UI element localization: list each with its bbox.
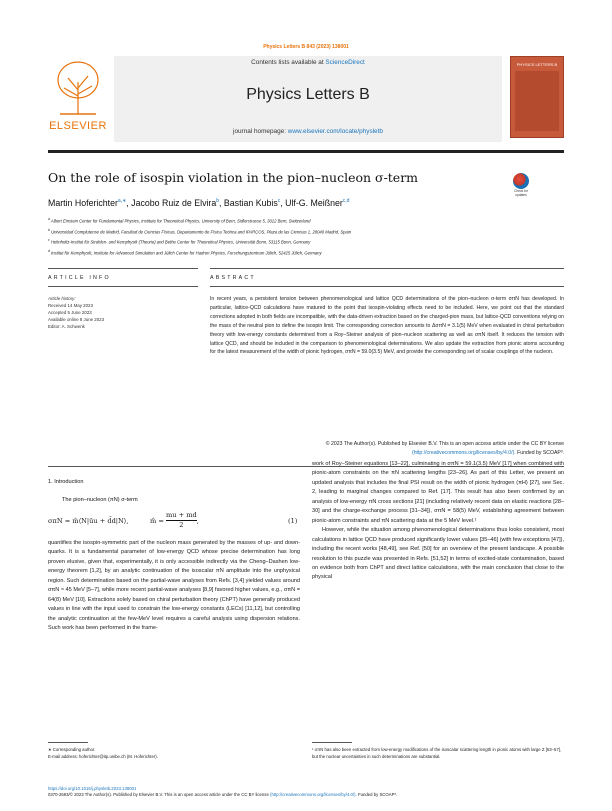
- elsevier-tree-icon: [54, 58, 102, 116]
- footnote-rule-right: [312, 742, 352, 743]
- affiliation-text: Albert Einstein Center for Fundamental Physics, Institute for Theoretical Physics, University of Bern, Sidlerstrasse 5, 3012 Bern, Switzerland: [50, 218, 311, 224]
- crossmark-icon: [513, 173, 529, 189]
- author-name[interactable]: Ulf-G. Meißner: [285, 198, 343, 208]
- affiliation-marker: a: [48, 217, 50, 221]
- body-paragraph: quantifies the isospin-symmetric part of the nucleon mass generated by the masses of up- and down-quarks. It is a fundamental parameter of low-energy QCD whose precise determination has long proven elusive, given that, experimentally, it is only accessible indirectly via the Cheng–Dashen low-energy theorem [1,2], by an analytic continuation of the isoscalar πN amplitude into the unphysical region. Such determination based on the partial-wave analyses from Refs. [3,4] yielded values around σπN ≈ 45 MeV [5–7], while more recent partial-wave analyses [8,9] favored higher values, e.g., σπN = 64(8) MeV [10]. Extractions solely based on chiral perturbation theory (ChPT) have generally produced values in line with the input used to constrain the low-energy constants (LECs) [11,12], but controlling the analytic continuation at the few-MeV level requires a careful analysis using dispersion relations. Such work has been performed in the frame-: [48, 539, 300, 631]
- accepted-date: Accepted 5 June 2023: [48, 310, 92, 316]
- affiliation-item: [48, 226, 564, 237]
- author-affil-marker[interactable]: b: [216, 198, 220, 205]
- section-heading: 1. Introduction: [48, 479, 84, 485]
- article-title: On the role of isospin violation in the pion–nucleon σ-term: [48, 170, 419, 185]
- equation-rhs: [150, 511, 199, 531]
- doi-link[interactable]: https://doi.org/10.1016/j.physletb.2023.138001: [48, 786, 137, 791]
- contents-line: [114, 59, 502, 66]
- footer-tail: Funded by SCOAP³.: [356, 792, 398, 798]
- abstract-subrule: [210, 286, 564, 287]
- issn-text: 0370-2693/© 2023 The Author(s). Published by Elsevier B.V. This is an open access article under the CC BY license: [48, 792, 269, 798]
- equation-fraction: [166, 511, 197, 531]
- issn-line: [48, 792, 564, 798]
- affiliation-text: Institut für Kernphysik, Institute for Advanced Simulation and Jülich Center for Hadron Physics, Forschungszentrum Jülich, 52425 Jülich, Germany: [51, 250, 322, 256]
- email-note[interactable]: E-mail address: hoferichter@itp.unibe.ch (M. Hoferichter).: [48, 754, 158, 759]
- body-paragraph: However, while the situation among phenomenological determinations thus looks consistent, most calculations in lattice QCD have produced significantly lower values [35–46] (with few exceptions [47]), including the recent works [48,49], see Ref. [50] for an overview of the present landscape. A possible resolution to this puzzle was presented in Refs. [51,52] in terms of excited-state contamination, based on evidence both from ChPT and direct lattice calculations, with the main conclusion that close to the physical: [312, 527, 564, 581]
- equation-rhs-left: m̂ =: [150, 516, 164, 525]
- homepage-line: [114, 128, 502, 135]
- affiliation-item: [48, 247, 564, 258]
- abstract-rule: [210, 268, 564, 269]
- abstract-heading: ABSTRACT: [210, 275, 256, 281]
- journal-title: Physics Letters B: [246, 86, 370, 103]
- left-column: [48, 478, 300, 633]
- right-column: [312, 460, 564, 583]
- editor: Editor: A. Schwenk: [48, 324, 85, 330]
- article-history: [48, 295, 198, 330]
- journal-citation-line[interactable]: Physics Letters B 843 (2023) 138001: [263, 44, 349, 50]
- cover-title: PHYSICS LETTERS B: [516, 62, 558, 67]
- header-divider: [48, 150, 564, 153]
- homepage-link[interactable]: www.elsevier.com/locate/physletb: [287, 128, 383, 135]
- copyright-text: © 2023 The Author(s). Published by Elsevier B.V. This is an open access article under the CC BY license: [325, 441, 564, 447]
- article-info-rule: [48, 268, 198, 269]
- affiliation-item: [48, 236, 564, 247]
- author-affil-marker[interactable]: c: [277, 198, 281, 205]
- contents-prefix: Contents lists available at: [251, 59, 326, 66]
- author-list: Martin Hoferichter$^{a,∗}$, Jacobo Ruiz de Elvira$^b$, Bastian Kubis$^c$, Ulf-G. Meißner$^{c,d}$: [48, 198, 350, 208]
- author-name[interactable]: Martin Hoferichter: [48, 198, 118, 208]
- affiliations: [48, 215, 564, 258]
- fraction-numerator: mu + md: [165, 510, 197, 519]
- cover-art: [515, 71, 559, 131]
- fraction-denominator: 2: [166, 520, 197, 530]
- article-info-subrule: [48, 286, 198, 287]
- author-name[interactable]: Bastian Kubis: [223, 198, 278, 208]
- equation-lhs: σπN = m̂⟨N|ūu + d̄d|N⟩,: [48, 516, 129, 525]
- publisher-name: ELSEVIER: [49, 120, 107, 132]
- affiliation-text: Universidad Complutense de Madrid, Facultad de Ciencias Físicas, Departamento de Física Teórica and IPARCOS, Plaza de las Ciencias 1, 28040 Madrid, Spain: [51, 229, 352, 235]
- corresponding-author-note: ∗ Corresponding author.: [48, 747, 96, 752]
- footer-license-link[interactable]: (http://creativecommons.org/licenses/by/4.0/).: [270, 792, 357, 798]
- body-paragraph: work of Roy–Steiner equations [13–22], culminating in σπN = 59.1(3.5) MeV [17] when combined with pionic-atom constraints on the πN scattering lengths [23–26]. As part of this Letter, we present an updated analysis that includes the final PSI result on the width of pionic hydrogen (πH) [27], see Sec. 2, leading to marginal changes compared to Ref. [17]. This result has also been confirmed by an analysis of low-energy πN cross sections [21] (including relatively recent data on elastic reactions [28–30] and the charge-exchange process [31–34]), σπN = 58(5) MeV, establishing agreement between pionic-atom constraints and πN scattering data at the 5 MeV level.¹: [312, 461, 564, 524]
- equation-number: (1): [288, 516, 298, 525]
- author-affil-marker[interactable]: c,d: [342, 198, 350, 205]
- received-date: Received 14 May 2023: [48, 303, 93, 309]
- abstract-text: In recent years, a persistent tension between phenomenological and lattice QCD determinations of the pion–nucleon σ-term σπN has developed. In particular, lattice-QCD calculations have matured to the point that isospin-violating effects need to be included. Here, we point out that the standard corrections adopted in both fields are incompatible, with the data-driven extraction based on the charged-pion mass, but lattice-QCD conventions relying on the mass of the neutral pion to define the isospin limit. The corresponding correction amounts to ΔσπN = 3.1(5) MeV when evaluated in chiral perturbation theory with low-energy constants determined from a Roy–Steiner analysis of pion–nucleon scattering as well as σπN itself. It reduces the tension with lattice QCD, and should be included in the comparison to phenomenological determinations. We also update the extraction from pionic atoms accounting for the latest measurement of the width of pionic hydrogen, σπN = 59.0(3.5) MeV, and provide the corresponding set of scalar couplings of the nucleon.: [210, 296, 564, 356]
- sciencedirect-link[interactable]: ScienceDirect: [325, 59, 365, 66]
- elsevier-logo[interactable]: [48, 58, 108, 138]
- affiliation-marker: b: [48, 227, 50, 232]
- available-date: Available online 8 June 2023: [48, 317, 105, 323]
- affiliation-text: Helmholtz-Institut für Strahlen- und Kernphysik (Theorie) and Bethe Center for Theoretical Physics, Universität Bonn, 53115 Bonn, Germany: [50, 239, 311, 245]
- affiliation-item: [48, 215, 564, 226]
- affiliation-marker: c: [48, 238, 50, 243]
- check-for-updates-badge[interactable]: [510, 173, 532, 201]
- article-info-heading: ARTICLE INFO: [48, 275, 111, 281]
- article-footer: [48, 786, 564, 799]
- affiliation-marker: d: [48, 249, 50, 254]
- journal-cover-thumbnail[interactable]: [510, 56, 564, 138]
- history-label: Article history:: [48, 296, 76, 301]
- footnote-left: [48, 746, 300, 760]
- copyright-line: [210, 440, 564, 458]
- subsection-heading: The pion–nucleon (πN) σ-term: [62, 497, 138, 504]
- equation-1: [48, 511, 300, 533]
- footnote-right: ¹ σπN has also been extracted from low-energy modifications of the isoscalar scattering length in pionic atoms with large Z [53–57], but the nuclear uncertainties in such determinations are substantial.: [312, 747, 562, 759]
- license-link[interactable]: (http://creativecommons.org/licenses/by/4.0/).: [411, 449, 516, 456]
- check-updates-label: Check for updates: [514, 189, 528, 197]
- homepage-prefix: journal homepage:: [233, 128, 288, 135]
- masthead: [48, 56, 564, 142]
- equation-rhs-end: ,: [196, 516, 199, 525]
- copyright-tail: Funded by SCOAP³.: [515, 449, 564, 456]
- footnote-rule-left: [48, 742, 88, 743]
- author-name[interactable]: Jacobo Ruiz de Elvira: [131, 198, 217, 208]
- journal-banner: [114, 56, 502, 142]
- author-affil-marker[interactable]: a,∗: [117, 198, 127, 205]
